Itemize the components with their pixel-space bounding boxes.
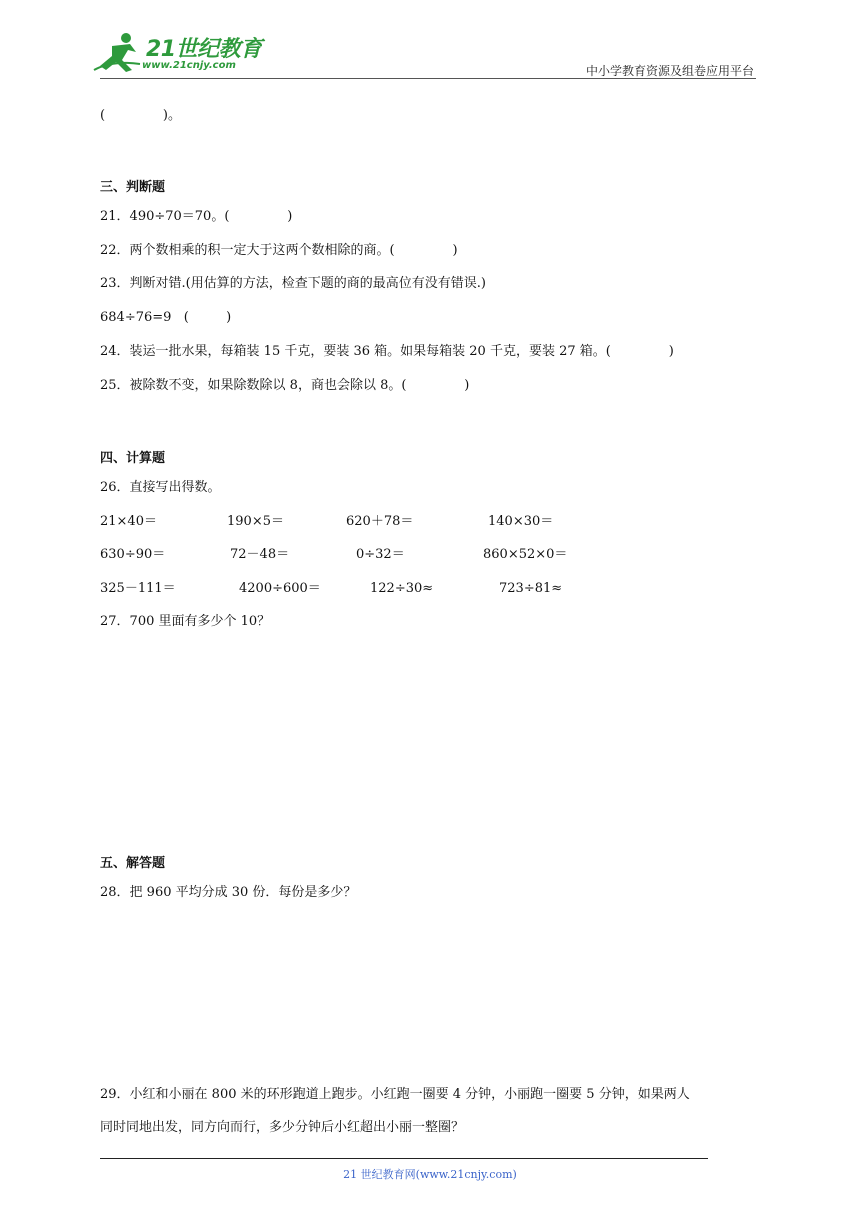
question-22: 22．两个数相乘的积一定大于这两个数相除的商。( ) bbox=[100, 243, 458, 258]
section-title-answer: 五、解答题 bbox=[100, 856, 166, 871]
question-27: 27．700 里面有多少个 10？ bbox=[100, 614, 271, 629]
footer-divider bbox=[100, 1158, 708, 1159]
question-29-line-1: 29．小红和小丽在 800 米的环形跑道上跑步。小红跑一圈要 4 分钟，小丽跑一圈要 5 分钟，如果两人 bbox=[100, 1087, 690, 1102]
header-divider bbox=[100, 78, 756, 79]
calc-item: 122÷30≈ bbox=[370, 581, 434, 596]
footer-link[interactable]: 21 世纪教育网(www.21cnjy.com) bbox=[343, 1168, 517, 1181]
question-28: 28．把 960 平均分成 30 份．每份是多少？ bbox=[100, 885, 357, 900]
calc-item: 0÷32＝ bbox=[356, 547, 405, 562]
question-23-expression: 684÷76=9 ( ) bbox=[100, 310, 232, 325]
runner-logo-icon bbox=[92, 30, 148, 76]
question-21: 21．490÷70＝70。( ) bbox=[100, 209, 293, 224]
calc-item: 620＋78＝ bbox=[346, 514, 414, 529]
previous-question-tail: ( )。 bbox=[100, 108, 181, 123]
logo-text: 21世纪教育 bbox=[146, 37, 262, 62]
question-26: 26．直接写出得数。 bbox=[100, 480, 221, 495]
calc-item: 4200÷600＝ bbox=[239, 581, 321, 596]
calc-item: 72－48＝ bbox=[230, 547, 290, 562]
question-25: 25．被除数不变，如果除数除以 8，商也会除以 8。( ) bbox=[100, 378, 470, 393]
calc-item: 860×52×0＝ bbox=[483, 547, 568, 562]
calc-item: 630÷90＝ bbox=[100, 547, 166, 562]
calc-item: 723÷81≈ bbox=[499, 581, 563, 596]
calc-item: 190×5＝ bbox=[227, 514, 284, 529]
calc-item: 325－111＝ bbox=[100, 581, 176, 596]
page-header bbox=[0, 0, 860, 90]
question-23: 23．判断对错.(用估算的方法，检查下题的商的最高位有没有错误.) bbox=[100, 276, 486, 291]
section-title-calculation: 四、计算题 bbox=[100, 451, 166, 466]
calc-item: 140×30＝ bbox=[488, 514, 554, 529]
section-title-judgement: 三、判断题 bbox=[100, 180, 166, 195]
question-29-line-2: 同时同地出发，同方向而行，多少分钟后小红超出小丽一整圈？ bbox=[100, 1120, 465, 1135]
platform-name: 中小学教育资源及组卷应用平台 bbox=[585, 64, 754, 78]
logo-url: www.21cnjy.com bbox=[142, 60, 236, 71]
logo bbox=[92, 30, 262, 78]
question-24: 24．装运一批水果，每箱装 15 千克，要装 36 箱。如果每箱装 20 千克，要装 27 箱。( ) bbox=[100, 344, 674, 359]
calc-item: 21×40＝ bbox=[100, 514, 157, 529]
